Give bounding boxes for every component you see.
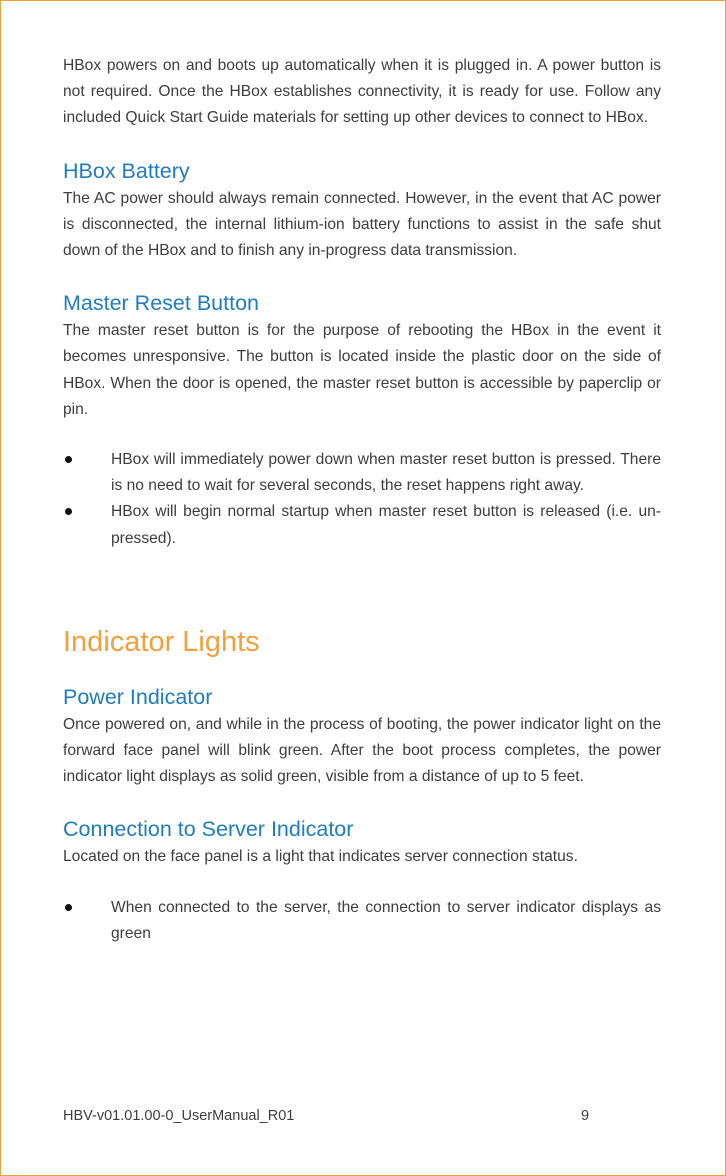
list-item-text: When connected to the server, the connection to server indicator displays as green xyxy=(111,898,661,942)
server-indicator-paragraph: Located on the face panel is a light that indicates server connection status. xyxy=(63,848,578,866)
battery-heading: HBox Battery xyxy=(63,158,190,183)
list-item-text: HBox will begin normal startup when master reset button is released (i.e. un-pressed). xyxy=(111,503,661,547)
list-item xyxy=(63,499,661,551)
list-item xyxy=(63,447,661,499)
bullet-icon xyxy=(65,508,72,515)
reset-heading: Master Reset Button xyxy=(63,291,259,316)
power-indicator-paragraph: Once powered on, and while in the process of booting, the power indicator light on the forward face panel will blink green. After the boot process completes, the power indicator light displays as solid green, visible from a distance of up to 5 feet. xyxy=(63,715,661,786)
page-footer xyxy=(63,1108,661,1124)
power-indicator-heading: Power Indicator xyxy=(63,684,213,709)
page-content xyxy=(63,53,661,947)
bullet-icon xyxy=(65,904,72,911)
page-number: 9 xyxy=(581,1108,590,1124)
reset-paragraph: The master reset button is for the purpose of rebooting the HBox in the event it becomes unresponsive. The button is located inside the plastic door on the side of HBox. When the door is opened, the master reset button is accessible by paperclip or pin. xyxy=(63,322,661,418)
intro-paragraph: HBox powers on and boots up automatically when it is plugged in. A power button is not required. Once the HBox establishes connectivity, it is ready for use. Follow any included Quick Start Guide materials for setting up other devices to connect to HBox. xyxy=(63,57,661,127)
server-indicator-heading: Connection to Server Indicator xyxy=(63,817,354,842)
battery-paragraph: The AC power should always remain connected. However, in the event that AC power is disconnected, the internal lithium-ion battery functions to assist in the safe shut down of the HBox and to finish any in-progress data transmission. xyxy=(63,189,661,260)
indicator-lights-heading: Indicator Lights xyxy=(63,625,260,658)
server-bullet-list xyxy=(63,895,661,947)
list-item xyxy=(63,895,661,947)
list-item-text: HBox will immediately power down when master reset button is pressed. There is no need to wait for several seconds, the reset happens right away. xyxy=(111,451,661,495)
document-id: HBV-v01.01.00-0_UserManual_R01 xyxy=(63,1108,295,1124)
reset-bullet-list xyxy=(63,447,661,552)
bullet-icon xyxy=(65,456,72,463)
